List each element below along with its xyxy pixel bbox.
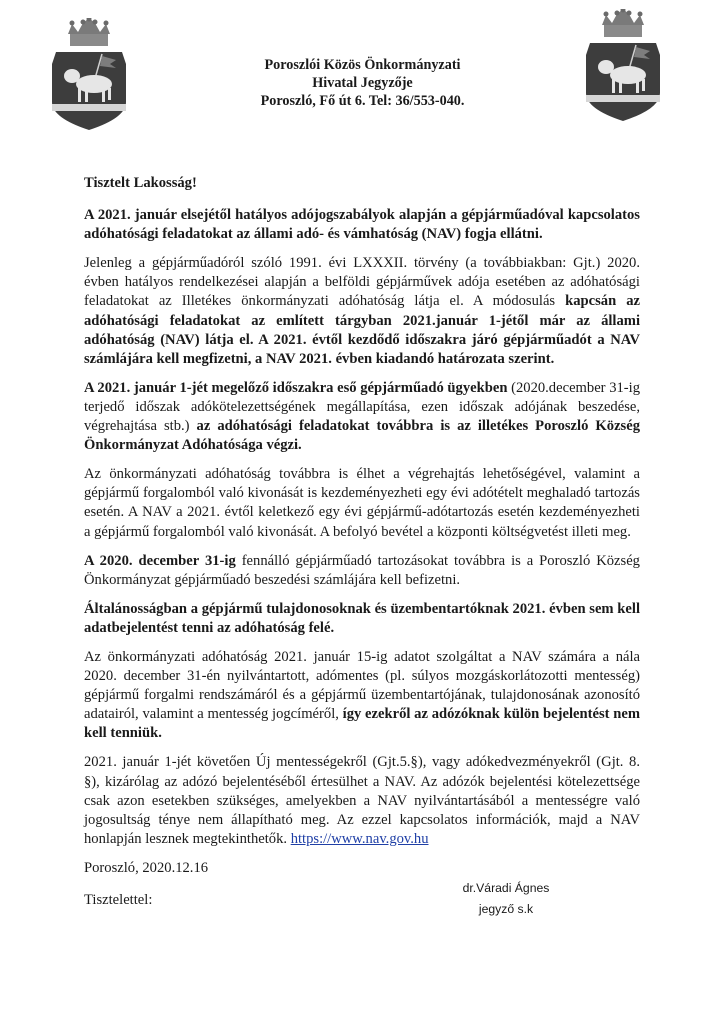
paragraph-no-reporting xyxy=(84,600,640,638)
paragraph-current-law xyxy=(84,254,640,369)
letter-body xyxy=(84,174,640,920)
paragraph-intro xyxy=(84,206,640,244)
crown-icon xyxy=(602,9,644,37)
greeting: Tisztelt Lakosság! xyxy=(84,175,197,191)
paragraph-exemptions xyxy=(84,753,640,848)
coat-of-arms-icon xyxy=(50,18,128,130)
arrears-text: fennálló gépjárműadó tartozásokat továbbra is a Poroszló Község Önkormányzat gépjárműadó beszedési számlájára kell befizetni. xyxy=(84,552,640,588)
exemptions-text: 2021. január 1-jét követően Új mentességekről (Gjt.5.§), vagy adókedvezményekről (Gjt. 8. §), kizárólag az adózó bejelentéséből értesülhet a NAV. Az adózók bejelentési kötelezettsége csak azon esetekben szükséges, amelyekben a NAV nyilvántartásából a mentességre való jogosultság ténye nem állapítható meg. Az ezzel kapcsolatos információk, majd a NAV honlapján lesznek megtekinthetők. xyxy=(84,754,640,847)
signature-block xyxy=(436,878,576,920)
closing: Tisztelettel: xyxy=(84,892,153,908)
crown-icon xyxy=(68,18,110,46)
pre-2021-bold-tail: az adóhatósági feladatokat továbbra is az illetékes Poroszló Község Önkormányzat Adóhatósága végzi. xyxy=(84,418,640,454)
letterhead-office: Poroszlói Közös Önkormányzati xyxy=(264,57,461,73)
place-date: Poroszló, 2020.12.16 xyxy=(84,859,209,876)
enforcement-text: Az önkormányzati adóhatóság továbbra is élhet a végrehajtás lehetőségével, valamint a gépjármű forgalomból való kivonását is kezdeményezheti egy évi adótételt meghaladó tartozás esetén. A NAV a 2021. évtől keletkező egy évi gépjármű-adótartozás esetén kezdeményezheti a gépjármű forgalomból való kivonását. A befolyó bevétel a központi költségvetést illeti meg. xyxy=(84,466,640,540)
pre-2021-text: (2020.december 31-ig terjedő időszak adókötelezettségének megállapítása, ezen időszak adójának beszedése, végrehajtása stb.) xyxy=(84,379,640,435)
letterhead-address: Poroszló, Fő út 6. Tel: 36/553-040. xyxy=(260,93,465,109)
nav-website-link[interactable]: https://www.nav.gov.hu xyxy=(290,830,429,847)
coat-of-arms-icon xyxy=(584,9,662,121)
signatory-title: jegyző s.k xyxy=(478,902,534,916)
intro-bold: A 2021. január elsejétől hatályos adójogszabályok alapján a gépjárműadóval kapcsolatos adóhatósági feladatokat az állami adó- és vámhatóság (NAV) fogja ellátni. xyxy=(84,207,640,243)
current-law-bold: kapcsán az adóhatósági feladatokat az említett tárgyban 2021.január 1-jétől már az állami adóhatóság (NAV) látja el. A 2021. évtől kezdődő időszakra járó gépjárműadót a NAV számlájára kell megfizetni, a NAV 2021. évben kiadandó határozata szerint. xyxy=(84,293,640,367)
letterhead xyxy=(200,56,525,110)
paragraph-arrears xyxy=(84,552,640,590)
pre-2021-bold-lead: A 2021. január 1-jét megelőző időszakra eső gépjárműadó ügyekben xyxy=(84,379,508,396)
current-law-text: Jelenleg a gépjárműadóról szóló 1991. évi LXXXII. törvény (a továbbiakban: Gjt.) 2020. évben hatályos rendelkezései alapján a belföldi gépjárművek adója esetében az adóhatósági feladatokat az Illetékes önkormányzati adóhatóság látja el. A módosulás xyxy=(84,255,640,310)
letterhead-department: Hivatal Jegyzője xyxy=(312,75,413,91)
paragraph-enforcement xyxy=(84,465,640,541)
paragraph-data-transfer xyxy=(84,648,640,743)
arrears-bold: A 2020. december 31-ig xyxy=(84,552,236,569)
data-transfer-bold: így ezekről az adózóknak külön bejelentést nem kell tenniük. xyxy=(84,706,640,742)
signatory-name: dr.Váradi Ágnes xyxy=(462,881,550,895)
no-reporting-bold: Általánosságban a gépjármű tulajdonosoknak és üzembentartóknak 2021. évben sem kell adatbejelentést tenni az adóhatóság felé. xyxy=(84,600,640,636)
paragraph-pre-2021 xyxy=(84,379,640,455)
data-transfer-text: Az önkormányzati adóhatóság 2021. január 15-ig adatot szolgáltat a NAV számára a nála 2020. december 31-én nyilvántartott, adómentes (pl. súlyos mozgáskorlátozotti mentesség) gépjármű forgalmi rendszámáról és a gépjármű üzembentartójának, tulajdonosának azonosító adatairól, valamint a mentesség jogcíméről, xyxy=(84,648,640,723)
